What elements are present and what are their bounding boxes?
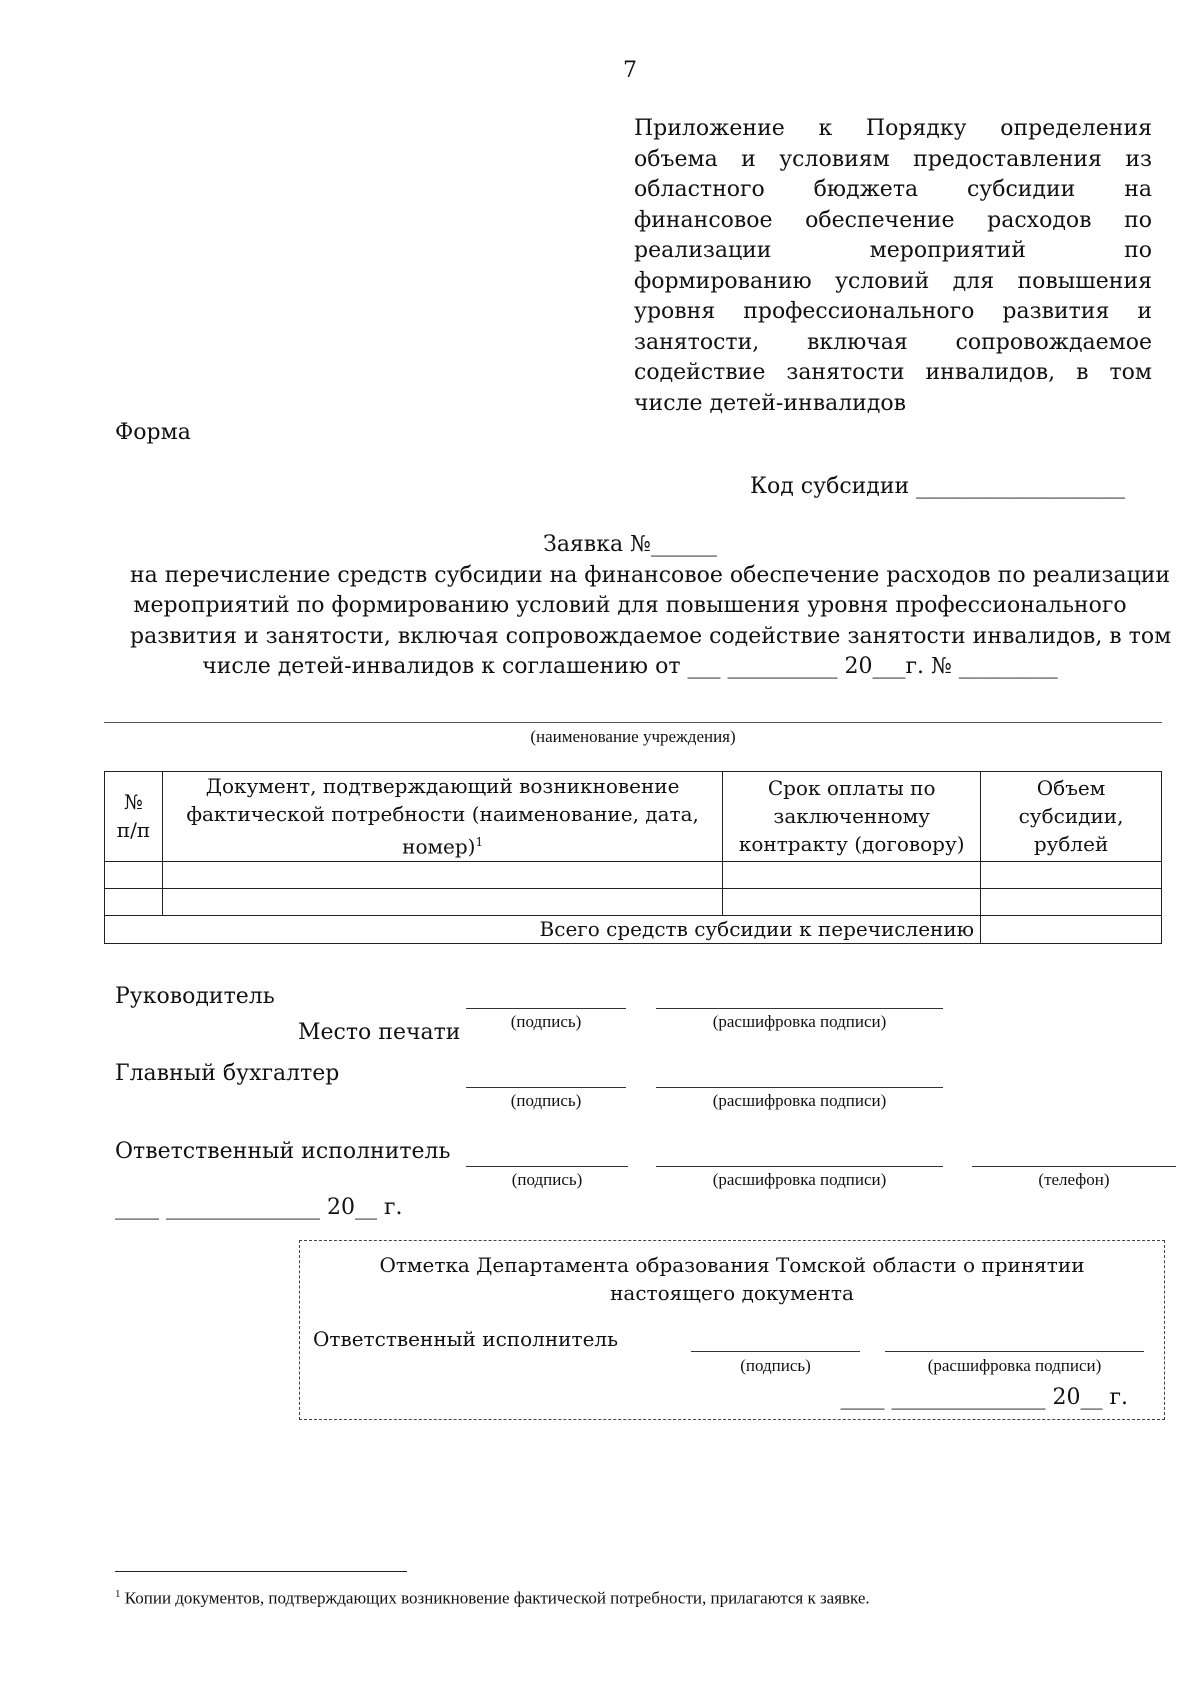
- subsidy-code: Код субсидии ___________________: [750, 474, 1126, 499]
- executor-decoding-line: [656, 1166, 943, 1167]
- footnote: [115, 1588, 870, 1609]
- table-row: [105, 861, 1162, 888]
- header-number: № п/п: [105, 772, 163, 862]
- department-date-line: ____ ______________ 20__ г.: [840, 1385, 1128, 1410]
- appendix-text: Приложение к Порядку определения объема и условиям предоставления из областного бюджета субсидии на финансовое обеспечение расходов по реализации мероприятий по формированию условий для повышения уровня профессионального развития и занятости, включая сопровождаемое содействие занятости инвалидов, в том числе детей-инвалидов: [634, 116, 1152, 416]
- footnote-separator: [115, 1571, 407, 1572]
- request-title: [130, 530, 1172, 683]
- header-document: [162, 772, 722, 862]
- department-decoding-caption: (расшифровка подписи): [927, 1356, 1102, 1375]
- title-line-5: числе детей-инвалидов к соглашению от ___ __________ 20___г. № _________: [202, 654, 1058, 679]
- footnote-ref: 1: [475, 835, 484, 849]
- accountant-label: Главный бухгалтер: [115, 1061, 340, 1086]
- header-payment-term: Срок оплаты по заключенному контракту (договору): [723, 772, 981, 862]
- table-cell: [105, 888, 163, 915]
- table-row: [105, 888, 1162, 915]
- department-signature-line: [691, 1351, 860, 1352]
- table-cell: [162, 888, 722, 915]
- department-signature-caption: (подпись): [740, 1356, 811, 1375]
- department-executor-label: Ответственный исполнитель: [313, 1327, 619, 1351]
- footnote-text: Копии документов, подтверждающих возникновение фактической потребности, прилагаются к заявке.: [120, 1588, 870, 1608]
- institution-caption: (наименование учреждения): [530, 727, 736, 746]
- title-line-4: развития и занятости, включая сопровождаемое содействие занятости инвалидов, в том: [130, 623, 1172, 649]
- table-total-row: [105, 915, 1162, 943]
- institution-line: [104, 722, 1162, 723]
- table-header-row: [105, 772, 1162, 862]
- head-decoding-line: [656, 1008, 943, 1009]
- header-amount: Объем субсидии, рублей: [981, 772, 1162, 862]
- executor-decoding-caption: (расшифровка подписи): [712, 1170, 887, 1189]
- table-cell: [162, 861, 722, 888]
- executor-phone-line: [972, 1166, 1176, 1167]
- date-line: ____ ______________ 20__ г.: [115, 1195, 403, 1220]
- accountant-decoding-line: [656, 1087, 943, 1088]
- table-cell: [981, 861, 1162, 888]
- total-value-cell: [981, 915, 1162, 943]
- accountant-signature-caption: (подпись): [510, 1091, 582, 1110]
- title-line-3: мероприятий по формированию условий для повышения уровня профессионального: [133, 593, 1127, 618]
- executor-label: Ответственный исполнитель: [115, 1139, 451, 1164]
- seal-label: Место печати: [298, 1020, 461, 1045]
- form-label: Форма: [115, 420, 191, 445]
- table-cell: [723, 861, 981, 888]
- head-signature-line: [466, 1008, 626, 1009]
- head-decoding-caption: (расшифровка подписи): [712, 1012, 887, 1031]
- department-decoding-line: [885, 1351, 1144, 1352]
- department-title: Отметка Департамента образования Томской области о принятии настоящего документа: [379, 1253, 1085, 1305]
- title-line-2: на перечисление средств субсидии на финансовое обеспечение расходов по реализации: [130, 562, 1171, 588]
- footnote-mark: 1: [115, 1588, 121, 1600]
- executor-signature-line: [466, 1166, 628, 1167]
- request-table: [104, 771, 1162, 944]
- department-mark-box: [299, 1240, 1165, 1420]
- head-label: Руководитель: [115, 984, 275, 1009]
- accountant-signature-line: [466, 1087, 626, 1088]
- header-document-text: Документ, подтверждающий возникновение фактической потребности (наименование, дата, номер): [186, 774, 699, 859]
- table-cell: [105, 861, 163, 888]
- executor-phone-caption: (телефон): [1038, 1170, 1110, 1189]
- head-signature-caption: (подпись): [510, 1012, 582, 1031]
- accountant-decoding-caption: (расшифровка подписи): [712, 1091, 887, 1110]
- table-cell: [981, 888, 1162, 915]
- total-label: Всего средств субсидии к перечислению: [105, 915, 981, 943]
- executor-signature-caption: (подпись): [511, 1170, 583, 1189]
- page-number: 7: [623, 58, 637, 83]
- table-cell: [723, 888, 981, 915]
- title-line-1: Заявка №______: [543, 532, 717, 557]
